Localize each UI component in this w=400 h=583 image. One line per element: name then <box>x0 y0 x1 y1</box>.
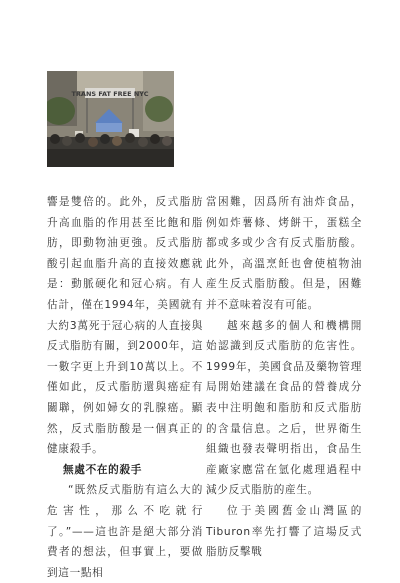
article-column-right <box>206 192 362 563</box>
paragraph: 越來越多的個人和機構開始認識到反式脂肪的危害性。1999年，美國食品及藥物管理局開始建議在食品的營養成分表中注明飽和脂肪和反式脂肪的含量信息。之后，世界衛生組織也發表聲明指出，食品生産廠家應當在氫化處理過程中減少反式脂肪的産生。 <box>206 319 362 497</box>
protest-photo-illustration <box>47 71 174 167</box>
article-photo <box>47 71 174 167</box>
paragraph: 響是雙倍的。此外，反式脂肪升高血脂的作用甚至比飽和脂肪，即動物油更強。反式脂肪酸引起血脂升高的直接效應就是：動脈硬化和冠心病。有人估計，僅在1994年，美國就有大約3萬死于冠心病的人直接與反式脂肪有關，到2000年，這一數字更上升到10萬以上。不僅如此，反式脂肪還與癌症有關聯，例如婦女的乳腺癌。顯然，反式脂肪酸是一個真正的健康殺手。 <box>47 196 203 456</box>
banner-text: TRANS FAT FREE NYC <box>71 90 149 98</box>
section-heading: 無處不在的殺手 <box>63 463 143 476</box>
paragraph: “既然反式脂肪有這么大的危害性，那么不吃就行了。”——這也許是絕大部分消費者的想法，但事實上，要做到這一點相 <box>47 484 203 579</box>
paragraph: 位于美國舊金山灣區的Tiburon率先打響了這場反式脂肪反擊戰 <box>206 504 362 559</box>
article-column-left <box>47 192 203 583</box>
paragraph: 當困難，因爲所有油炸食品，例如炸薯條、烤餅干，蛋糕全都或多或少含有反式脂肪酸。此外，高溫烹飪也會使植物油産生反式脂肪酸。但是，困難并不意味着沒有可能。 <box>206 196 362 311</box>
